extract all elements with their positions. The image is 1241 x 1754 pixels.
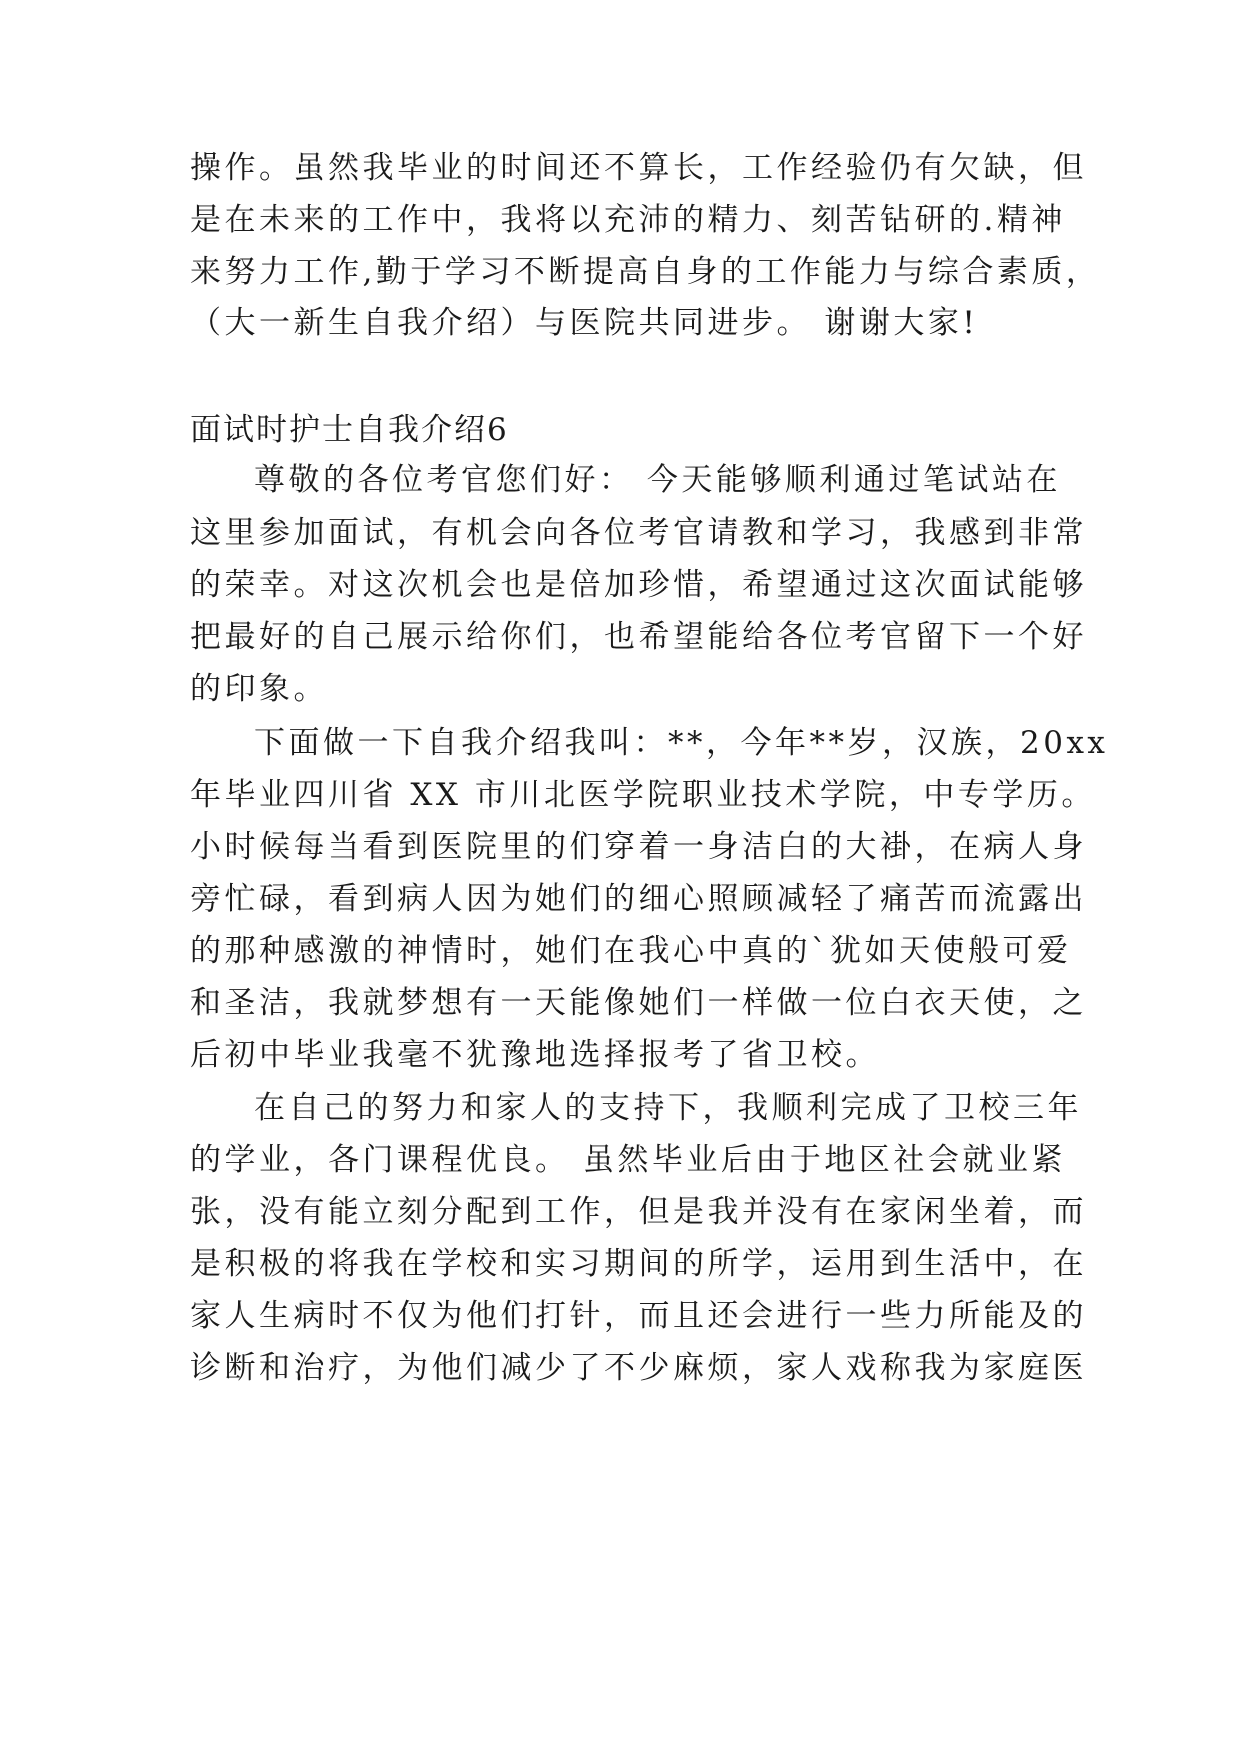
text-line: 的那种感激的神情时，她们在我心中真的`犹如天使般可爱 [190, 933, 1072, 969]
text-line: 下面做一下自我介绍我叫：**，今年**岁，汉族，20xx [254, 725, 1109, 761]
text-line: 尊敬的各位考官您们好： 今天能够顺利通过笔试站在 [254, 462, 1061, 498]
text-line: 诊断和治疗，为他们减少了不少麻烦，家人戏称我为家庭医 [190, 1350, 1087, 1386]
text-line: 旁忙碌，看到病人因为她们的细心照顾减轻了痛苦而流露出 [190, 881, 1087, 917]
text-line: 是在未来的工作中，我将以充沛的精力、刻苦钻研的.精神 [190, 202, 1066, 238]
text-line: 这里参加面试，有机会向各位考官请教和学习，我感到非常 [190, 515, 1087, 551]
text-line: 在自己的努力和家人的支持下，我顺利完成了卫校三年 [254, 1090, 1082, 1126]
text-line: 是积极的将我在学校和实习期间的所学，运用到生活中，在 [190, 1246, 1087, 1282]
text-line: 小时候每当看到医院里的们穿着一身洁白的大褂，在病人身 [190, 829, 1087, 865]
text-line: 来努力工作,勤于学习不断提高自身的工作能力与综合素质， [190, 254, 1101, 290]
text-line: 家人生病时不仅为他们打针，而且还会进行一些力所能及的 [190, 1298, 1087, 1334]
text-line: 的学业，各门课程优良。 虽然毕业后由于地区社会就业紧 [190, 1142, 1066, 1178]
text-line: 把最好的自己展示给你们，也希望能给各位考官留下一个好 [190, 619, 1087, 655]
section-title: 面试时护士自我介绍6 [190, 412, 509, 448]
text-line: 张，没有能立刻分配到工作，但是我并没有在家闲坐着，而 [190, 1194, 1087, 1230]
text-line: 操作。虽然我毕业的时间还不算长，工作经验仍有欠缺，但 [190, 150, 1087, 186]
text-line: 和圣洁，我就梦想有一天能像她们一样做一位白衣天使，之 [190, 985, 1087, 1021]
text-line: 的荣幸。对这次机会也是倍加珍惜，希望通过这次面试能够 [190, 567, 1087, 603]
text-line: 年毕业四川省 XX 市川北医学院职业技术学院，中专学历。 [190, 777, 1096, 813]
text-line: （大一新生自我介绍）与医院共同进步。 谢谢大家! [190, 305, 979, 341]
text-line: 的印象。 [190, 671, 328, 707]
text-line: 后初中毕业我毫不犹豫地选择报考了省卫校。 [190, 1037, 880, 1073]
